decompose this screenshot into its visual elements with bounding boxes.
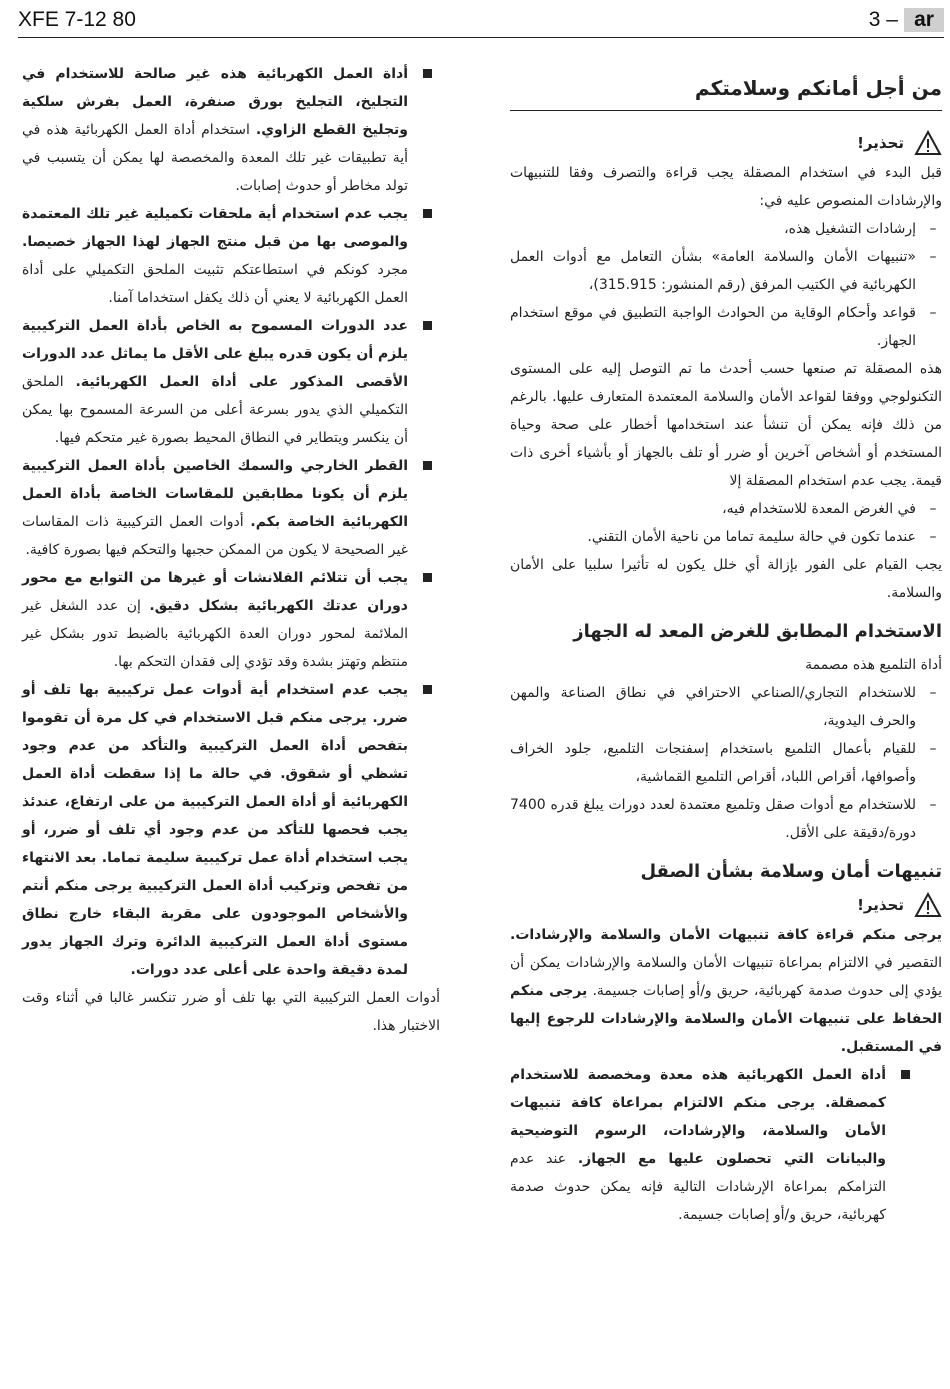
warning-paragraph: يرجى منكم قراءة كافة تنبيهات الأمان والسلامة والإرشادات. التقصير في الالتزام بمراعاة تنبيهات الأمان والسلامة والإرشادات يمكن أن يؤدي إلى حدوث صدمة كهربائية، حريق و/أو إصابات جسيمة. يرجى منكم الحفاظ على تنبيهات الأمان والسلامة والإرشادات للرجوع إليها في المستقبل. — [510, 927, 942, 1055]
bullet-square — [418, 312, 440, 452]
bullet-square — [418, 452, 440, 564]
list-item: – «تنبيهات الأمان والسلامة العامة» بشأن التعامل مع أدوات العمل الكهربائية في الكتيب المرفق (رقم المنشور: 315.915)، — [510, 249, 937, 293]
bullet-square — [896, 1061, 918, 1229]
warning-triangle-icon — [914, 130, 942, 156]
warning-block-1 — [510, 129, 942, 157]
faults-paragraph: يجب القيام على الفور بإزالة أي خلل يكون له تأثيرا سلبيا على الأمان والسلامة. — [510, 557, 942, 601]
list-item: عدد الدورات المسموح به الخاص بأداة العمل التركيبية يلزم أن يكون قدره يبلغ على الأقل ما يماثل عدد الدورات الأقصى المذكور على أداة العمل الكهربائية. الملحق التكميلي الذي يدور بسرعة أعلى من السرعة المسموح بها يمكن أن ينكسر ويتطاير في النطاق المحيط بصورة غير متحكم فيها. — [22, 312, 440, 452]
warning-label: تحذير! — [857, 134, 904, 152]
warning-label: تحذير! — [857, 896, 904, 914]
page-number: 3 – — [868, 8, 898, 31]
list-item: أداة العمل الكهربائية هذه غير صالحة للاستخدام في التجليخ، التجليخ بورق صنفرة، العمل بفرش سلكية وتجليخ القطع الزاوي. استخدام أداة العمل الكهربائية هذه في أية تطبيقات غير تلك المعدة والمخصصة لها يمكن أن يتسبب في تولد مخاطر أو حدوث إصابات. — [22, 60, 440, 200]
warning-block-2 — [510, 891, 942, 919]
trailing-paragraph: أدوات العمل التركيبية التي بها تلف أو ضرر تنكسر غالبا في أثناء وقت الاختبار هذا. — [22, 990, 440, 1034]
list-item: – للقيام بأعمال التلميع باستخدام إسفنجات التلميع، جلود الخراف وأصوافها، أقراص اللباد، أقراص التلميع القماشية، — [510, 741, 937, 785]
list-item: – في الغرض المعدة للاستخدام فيه، — [722, 501, 937, 517]
list-item: – للاستخدام التجاري/الصناعي الاحترافي في نطاق الصناعة والمهن والحرف اليدوية، — [510, 685, 937, 729]
bullet-square — [418, 200, 440, 312]
bullet-square — [418, 60, 440, 200]
list-item: يجب عدم استخدام أية ملحقات تكميلية غير تلك المعتمدة والموصى بها من قبل منتج الجهاز لهذا الجهاز خصيصا. مجرد كونكم في استطاعتكم تثبيت الملحق التكميلي على أداة العمل الكهربائية لا يعني أن ذلك يكفل استخداما آمنا. — [22, 200, 440, 312]
bullet-square — [418, 676, 440, 984]
list-item: – للاستخدام مع أدوات صقل وتلميع معتمدة لعدد دورات يبلغ قدره 7400 دورة/دقيقة على الأقل. — [510, 797, 937, 841]
header-rule — [18, 37, 944, 38]
intended-intro: أداة التلميع هذه مصممة — [805, 657, 942, 673]
list-item: يجب أن تتلائم الفلانشات أو غيرها من التوابع مع محور دوران عدتك الكهربائية بشكل دقيق. إن عدد الشغل غير الملائمة لمحور دوران العدة الكهربائية بالضبط تدور بشكل غير منتظم وتهتز بشدة وقد تؤدي إلى فقدان التحكم بها. — [22, 564, 440, 676]
list-item: القطر الخارجي والسمك الخاصين بأداة العمل التركيبية يلزم أن يكونا مطابقين للمقاسات الخاصة بأداة العمل الكهربائية الخاصة بكم. أدوات العمل التركيبية ذات المقاسات غير الصحيحة لا يكون من الممكن حجبها والتحكم فيها بصورة كافية. — [22, 452, 440, 564]
left-column — [22, 60, 440, 1040]
language-badge: ar — [904, 8, 944, 32]
list-item: – إرشادات التشغيل هذه، — [784, 221, 937, 237]
list-item: أداة العمل الكهربائية هذه معدة ومخصصة للاستخدام كمصقلة. يرجى منكم الالتزام بمراعاة كافة تنبيهات الأمان والسلامة، والإرشادات، الرسوم التوضيحية والبيانات التي تحصلون عليها مع الجهاز. عند عدم التزامكم بمراعاة الإرشادات التالية فإنه يمكن حدوث صدمة كهربائية، حريق و/أو إصابات جسيمة. — [510, 1061, 942, 1229]
safety-title: من أجل أمانكم وسلامتكم — [510, 72, 942, 111]
list-item: يجب عدم استخدام أية أدوات عمل تركيبية بها تلف أو ضرر. يرجى منكم قبل الاستخدام في كل مرة أن تقوموا بتفحص أداة العمل التركيبية والتأكد من عدم وجود تشظي أو شقوق. في حالة ما إذا سقطت أداة العمل الكهربائية أو أداة العمل التركيبية من على ارتفاع، عندئذ يجب فحصها للتأكد من عدم وجود أي تلف أو ضرر، أو يجب استخدام أداة عمل تركيبية سليمة تماما. بعد الانتهاء من تفحص وتركيب أداة العمل التركيبية يرجى منكم أنتم والأشخاص الموجودون على مقربة البقاء خارج نطاق مستوى أداة العمل التركيبية الدائرة وترك الجهاز يدور لمدة دقيقة واحدة على أعلى عدد دورات. — [22, 676, 440, 984]
warning-triangle-icon — [914, 892, 942, 918]
warning-intro: قبل البدء في استخدام المصقلة يجب قراءة والتصرف وفقا للتنبيهات والإرشادات المنصوص عليه في: — [510, 165, 942, 209]
model-number: XFE 7-12 80 — [18, 8, 136, 31]
bullet-square — [418, 564, 440, 676]
polishing-safety-title: تنبيهات أمان وسلامة بشأن الصقل — [640, 861, 942, 882]
state-of-art-paragraph: هذه المصقلة تم صنعها حسب أحدث ما تم التوصل إليه على المستوى التكنولوجي ووفقا لقواعد الأمان والسلامة المعتمدة المتعارف عليها. بالرغم من ذلك فإنه يمكن أن تنشأ عند استخدامها أخطار على صحة وحياة المستخدم أو أشخاص آخرين أو ضرر أو تلف بالجهاز أو بأشياء أخرى ذات قيمة. يجب عدم استخدام المصقلة إلا — [510, 361, 942, 489]
right-column — [510, 72, 942, 1229]
intended-use-title: الاستخدام المطابق للغرض المعد له الجهاز — [573, 621, 942, 642]
list-item: – عندما تكون في حالة سليمة تماما من ناحية الأمان التقني. — [587, 529, 937, 545]
list-item: – قواعد وأحكام الوقاية من الحوادث الواجبة التطبيق في موقع استخدام الجهاز. — [510, 305, 937, 349]
